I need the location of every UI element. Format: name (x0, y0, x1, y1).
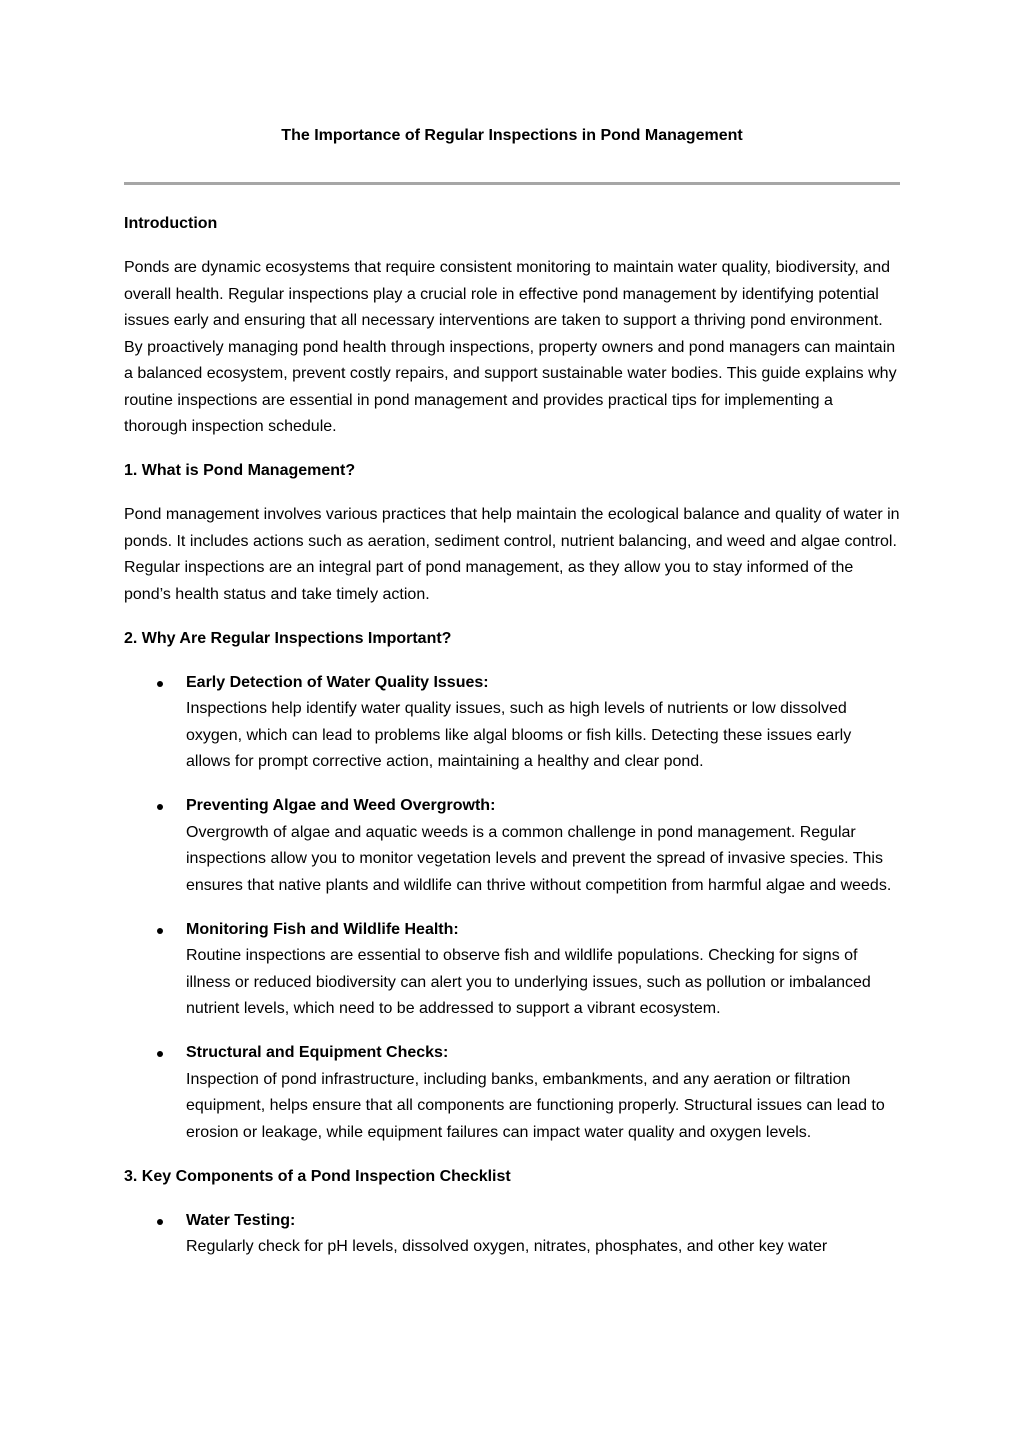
list-item (124, 1208, 900, 1261)
list-item (124, 1040, 900, 1146)
list-item (124, 793, 900, 899)
bullet-icon (157, 1051, 163, 1057)
list-item (124, 670, 900, 776)
section-heading: 3. Key Components of a Pond Inspection Checklist (124, 1167, 511, 1185)
list-item-body: Inspections help identify water quality issues, such as high levels of nutrients or low dissolved oxygen, which can lead to problems like algal blooms or fish kills. Detecting these issues early allows for prompt corrective action, maintaining a healthy and clear pond. (186, 700, 852, 770)
list-item-title: Water Testing: (186, 1211, 296, 1229)
list-item-body: Inspection of pond infrastructure, including banks, embankments, and any aeration or filtration equipment, helps ensure that all components are functioning properly. Structural issues can lead to erosion or leakage, while equipment failures can impact water quality and oxygen levels. (186, 1070, 885, 1141)
bullet-icon (157, 804, 163, 810)
section-key-components-checklist (124, 1164, 900, 1261)
section-what-is-pond-management (124, 458, 900, 608)
list-item-body: Regularly check for pH levels, dissolved oxygen, nitrates, phosphates, and other key water (186, 1238, 828, 1255)
title-divider (124, 182, 900, 185)
list-item (124, 917, 900, 1023)
document-title: The Importance of Regular Inspections in Pond Management (281, 127, 743, 144)
section-paragraph: Ponds are dynamic ecosystems that require consistent monitoring to maintain water quality, biodiversity, and overall health. Regular inspections play a crucial role in effective pond management by identifying potential issues early and ensuring that all necessary interventions are taken to support a thriving pond environment. By proactively managing pond health through inspections, property owners and pond managers can maintain a balanced ecosystem, prevent costly repairs, and support sustainable water bodies. This guide explains why routine inspections are essential in pond management and provides practical tips for implementing a thorough inspection schedule. (124, 259, 897, 435)
section-heading: Introduction (124, 215, 218, 232)
list-item-title: Early Detection of Water Quality Issues: (186, 673, 489, 691)
section-introduction (124, 211, 900, 441)
bullet-icon (157, 1219, 163, 1225)
list-item-body: Overgrowth of algae and aquatic weeds is a common challenge in pond management. Regular inspections allow you to monitor vegetation levels and prevent the spread of invasive species. This ensures that native plants and wildlife can thrive without competition from harmful algae and weeds. (186, 823, 892, 894)
list-item-body: Routine inspections are essential to observe fish and wildlife populations. Checking for signs of illness or reduced biodiversity can alert you to underlying issues, such as pollution or imbalanced nutrient levels, which need to be addressed to support a vibrant ecosystem. (186, 947, 871, 1017)
bullet-list (124, 670, 900, 1147)
bullet-icon (157, 681, 163, 687)
section-heading: 1. What is Pond Management? (124, 462, 356, 479)
document-body (124, 211, 900, 1278)
list-item-title: Preventing Algae and Weed Overgrowth: (186, 797, 496, 814)
section-why-regular-inspections (124, 626, 900, 1147)
bullet-icon (157, 928, 163, 934)
section-paragraph: Pond management involves various practices that help maintain the ecological balance and quality of water in ponds. It includes actions such as aeration, sediment control, nutrient balancing, and weed and algae control. Regular inspections are an integral part of pond management, as they allow you to stay informed of the pond’s health status and take timely action. (124, 506, 900, 603)
bullet-list (124, 1208, 900, 1261)
list-item-title: Monitoring Fish and Wildlife Health: (186, 920, 459, 938)
section-heading: 2. Why Are Regular Inspections Important? (124, 629, 452, 647)
list-item-title: Structural and Equipment Checks: (186, 1044, 449, 1061)
